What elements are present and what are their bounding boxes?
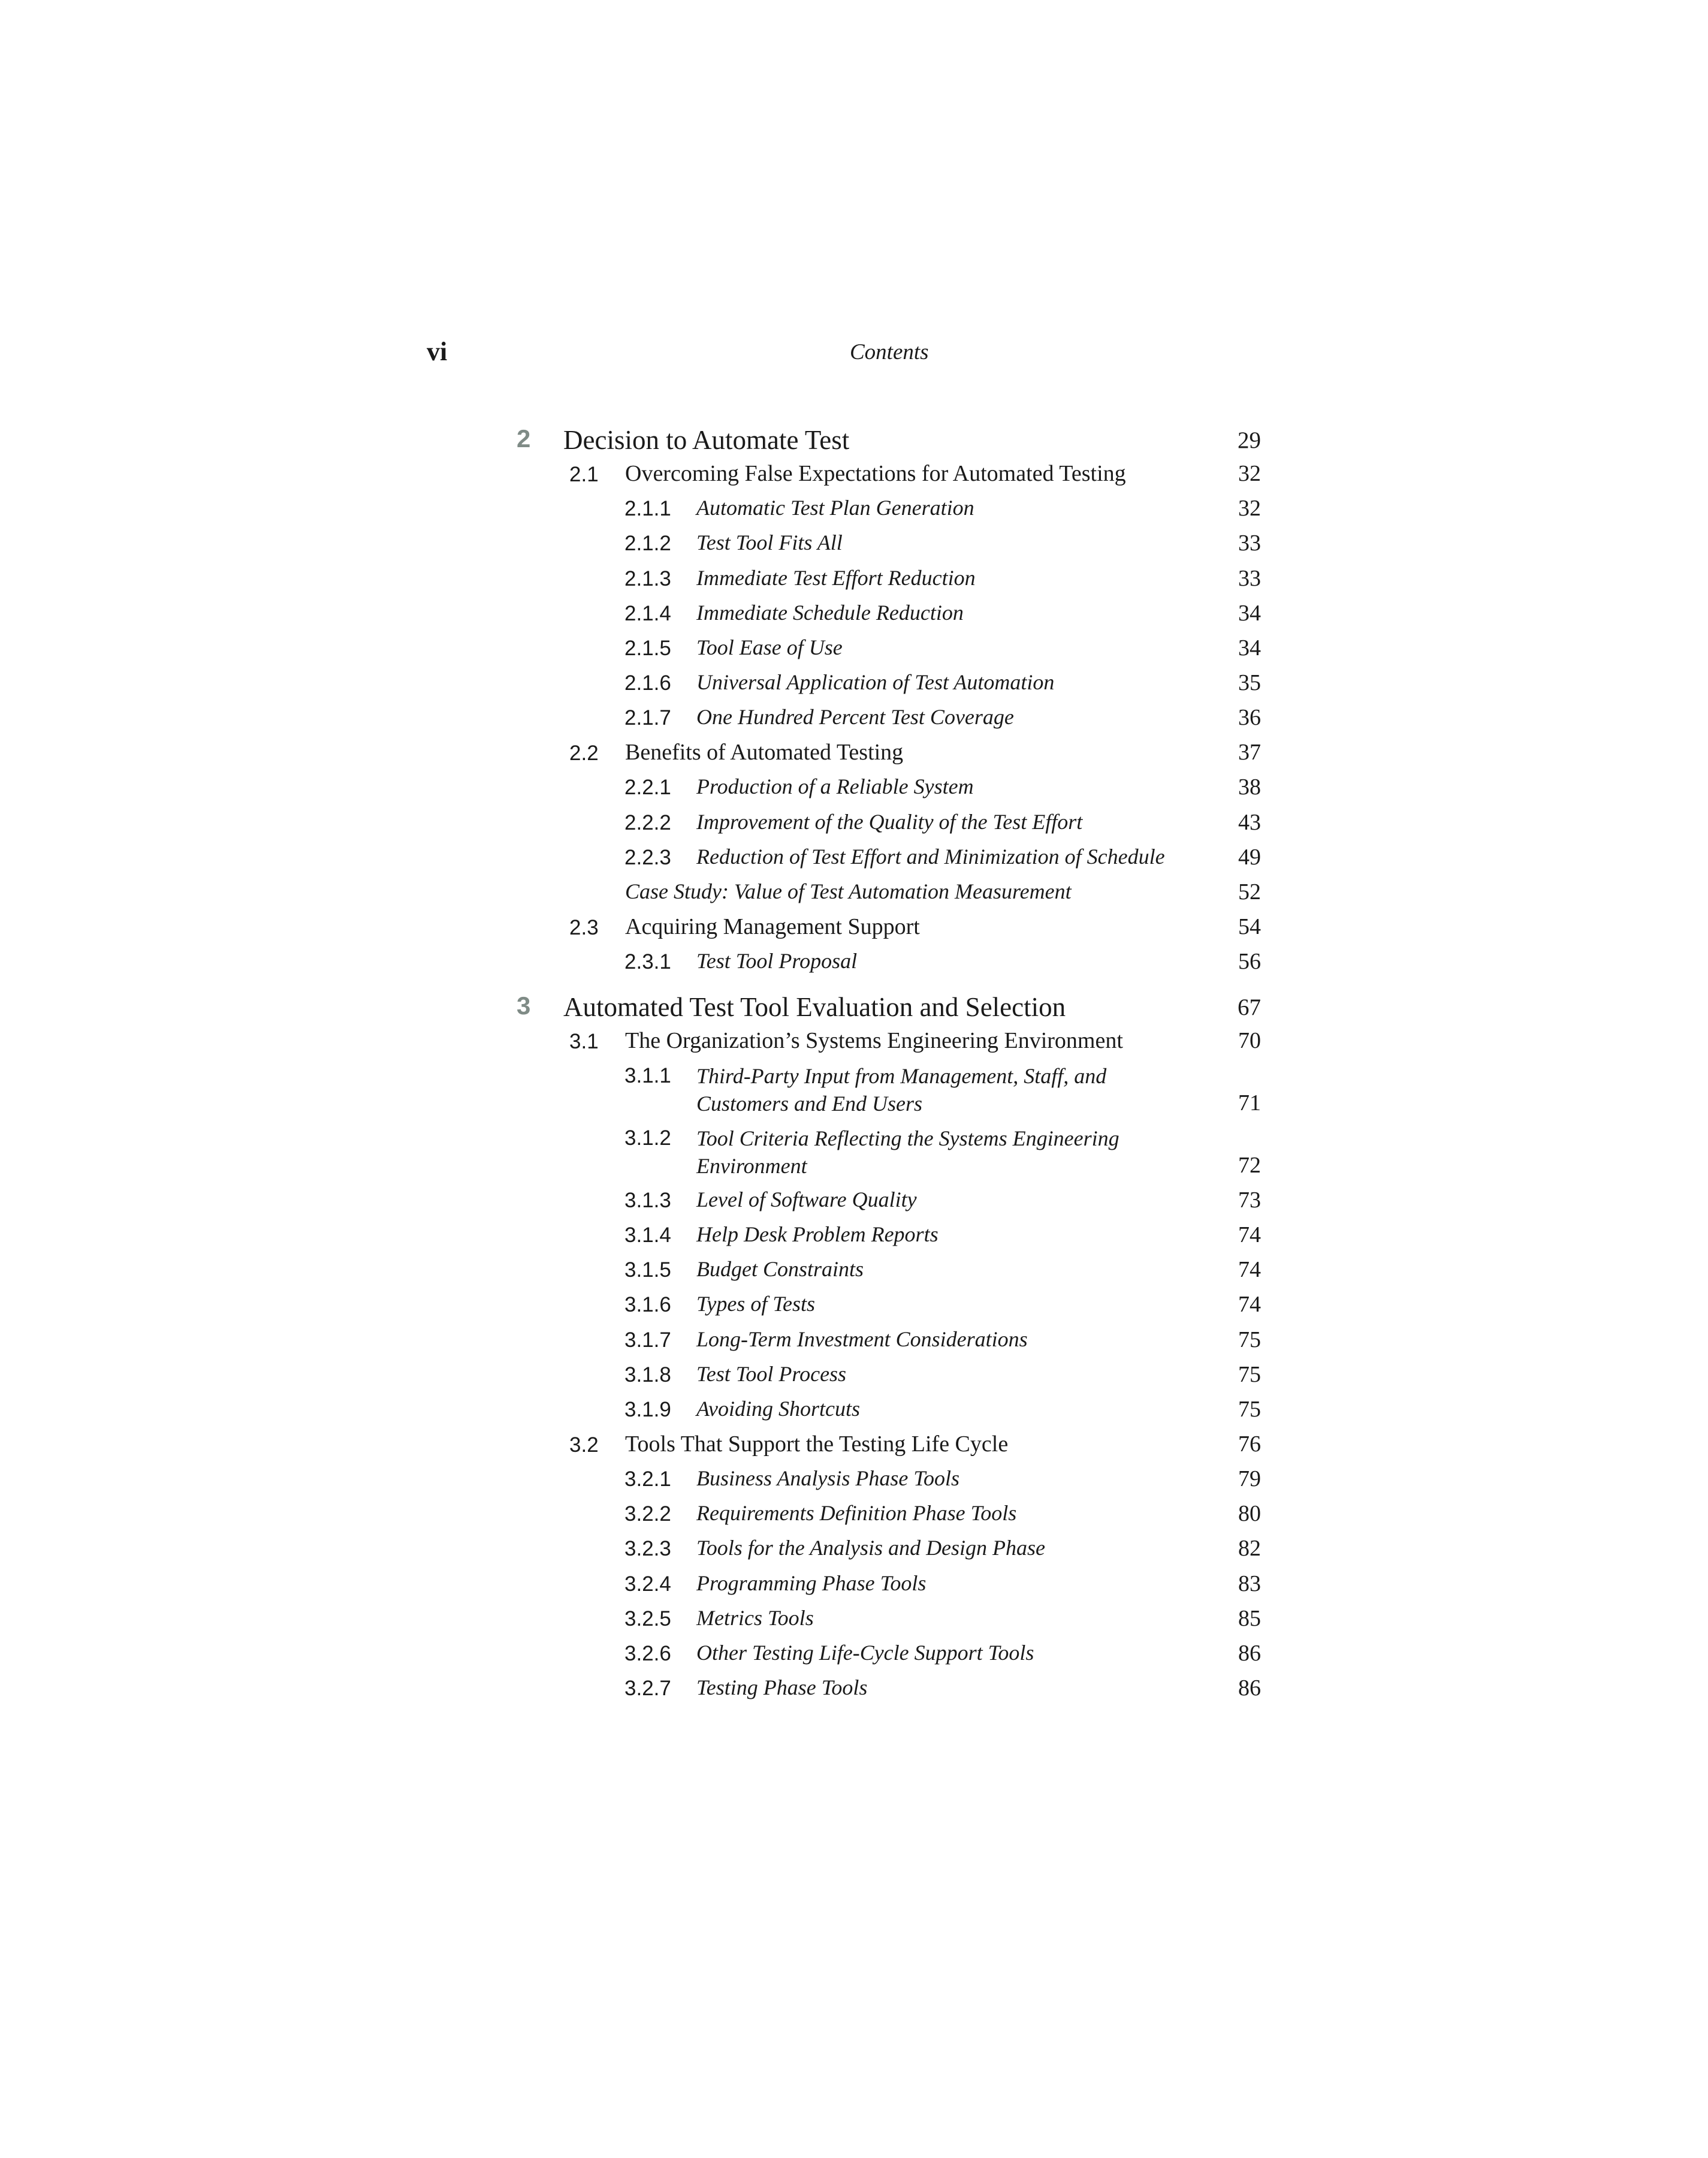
toc-entry-number: 3.2.3 (624, 1537, 671, 1560)
toc-entry-title: Test Tool Fits All (696, 531, 843, 554)
running-head: Contents (850, 340, 929, 364)
toc-entry-title: Testing Phase Tools (696, 1675, 868, 1699)
toc-entry-subsection[interactable] (0, 600, 1708, 635)
toc-entry-subsection[interactable] (0, 774, 1708, 809)
toc-entry-page-number: 72 (1238, 1153, 1261, 1178)
toc-entry-title: Metrics Tools (696, 1606, 814, 1630)
toc-entry-page-number: 74 (1238, 1222, 1261, 1247)
toc-entry-title: Automatic Test Plan Generation (696, 496, 974, 520)
toc-entry-subsection[interactable] (0, 948, 1708, 983)
toc-entry-page-number: 83 (1238, 1571, 1261, 1596)
toc-entry-subsection[interactable] (0, 1291, 1708, 1326)
toc-entry-number: 3.1.2 (624, 1126, 671, 1150)
toc-entry-page-number: 75 (1238, 1327, 1261, 1352)
toc-entry-title: Immediate Schedule Reduction (696, 601, 964, 625)
toc-entry-page-number: 38 (1238, 774, 1261, 800)
toc-entry-subsection[interactable] (0, 635, 1708, 670)
toc-entry-number: 2.2.1 (624, 776, 671, 799)
page-folio: vi (427, 337, 448, 366)
toc-entry-number: 3.1.9 (624, 1398, 671, 1421)
toc-entry-subsection[interactable] (0, 844, 1708, 879)
toc-entry-page-number: 33 (1238, 566, 1261, 591)
toc-entry-number: 3 (517, 991, 531, 1020)
toc-entry-subsection[interactable] (0, 565, 1708, 600)
toc-entry-title: Case Study: Value of Test Automation Measurement (625, 879, 1072, 903)
toc-entry-title: Long-Term Investment Considerations (696, 1327, 1028, 1351)
toc-entry-title: The Organization’s Systems Engineering Environment (625, 1028, 1123, 1053)
toc-entry-page-number: 86 (1238, 1675, 1261, 1701)
toc-entry-page-number: 32 (1238, 496, 1261, 521)
toc-entry-number: 3.1.7 (624, 1328, 671, 1352)
toc-entry-page-number: 36 (1238, 705, 1261, 730)
toc-entry-page-number: 80 (1238, 1501, 1261, 1526)
toc-entry-title: Types of Tests (696, 1292, 816, 1316)
toc-entry-title: Reduction of Test Effort and Minimization of Schedule (696, 845, 1165, 869)
toc-entry-page-number: 37 (1238, 740, 1261, 765)
toc-entry-number: 2.2 (569, 742, 599, 765)
toc-entry-title: Decision to Automate Test (563, 425, 850, 455)
toc-entry-title: Benefits of Automated Testing (625, 740, 904, 765)
toc-entry-section[interactable] (0, 1027, 1708, 1062)
toc-entry-title: Tool Criteria Reflecting the Systems Engineering Environment (696, 1126, 1119, 1178)
toc-entry-title: Tools That Support the Testing Life Cycle (625, 1431, 1009, 1457)
toc-entry-page-number: 75 (1238, 1362, 1261, 1387)
toc-entry-title: Test Tool Process (696, 1362, 847, 1386)
toc-entry-subsection[interactable] (0, 1535, 1708, 1570)
toc-entry-page-number: 73 (1238, 1187, 1261, 1213)
toc-entry-title: Immediate Test Effort Reduction (696, 566, 976, 590)
toc-entry-number: 3.2.1 (624, 1467, 671, 1491)
toc-entry-subsection[interactable] (0, 1125, 1708, 1178)
toc-entry-subsection[interactable] (0, 1222, 1708, 1256)
toc-entry-number: 3.2.6 (624, 1642, 671, 1665)
toc-entry-number: 2.1.4 (624, 602, 671, 625)
toc-entry-number: 2.1.3 (624, 567, 671, 590)
toc-entry-title: Budget Constraints (696, 1257, 864, 1281)
toc-entry-title: Programming Phase Tools (696, 1571, 927, 1595)
toc-entry-page-number: 29 (1238, 427, 1261, 453)
toc-entry-title: Universal Application of Test Automation (696, 670, 1055, 694)
toc-entry-title: Third-Party Input from Management, Staff, and Customers and End Users (696, 1064, 1107, 1116)
toc-entry-number: 3.2.2 (624, 1502, 671, 1526)
toc-entry-subsection[interactable] (0, 1187, 1708, 1222)
toc-entry-page-number: 74 (1238, 1257, 1261, 1282)
toc-entry-page-number: 86 (1238, 1641, 1261, 1666)
toc-entry-number: 3.1.8 (624, 1363, 671, 1387)
toc-entry-subsection[interactable] (0, 495, 1708, 530)
toc-entry-subsection[interactable] (0, 704, 1708, 739)
toc-entry-number: 2.1.7 (624, 706, 671, 730)
toc-entry-subsection[interactable] (0, 1571, 1708, 1605)
toc-entry-subsection[interactable] (0, 530, 1708, 565)
toc-entry-title: Other Testing Life-Cycle Support Tools (696, 1641, 1034, 1665)
toc-entry-number: 2.1.2 (624, 532, 671, 555)
toc-entry-title: Requirements Definition Phase Tools (696, 1501, 1017, 1525)
toc-entry-number: 2.3.1 (624, 950, 671, 973)
toc-entry-section[interactable] (0, 460, 1708, 495)
toc-entry-title: Acquiring Management Support (625, 914, 920, 939)
toc-entry-number: 2.1.6 (624, 671, 671, 695)
toc-entry-page-number: 67 (1238, 994, 1261, 1020)
toc-entry-page-number: 32 (1238, 461, 1261, 486)
toc-entry-page-number: 85 (1238, 1606, 1261, 1631)
toc-entry-page-number: 71 (1238, 1090, 1261, 1116)
toc-entry-title: Help Desk Problem Reports (696, 1222, 939, 1246)
toc-entry-number: 3.1 (569, 1030, 599, 1053)
toc-entry-number: 2.1 (569, 463, 599, 486)
toc-entry-number: 2.1.1 (624, 497, 671, 520)
toc-entry-title: Automated Test Tool Evaluation and Selection (563, 992, 1066, 1022)
toc-entry-number: 3.2.7 (624, 1677, 671, 1700)
toc-entry-number: 2.2.3 (624, 846, 671, 869)
toc-entry-page-number: 54 (1238, 914, 1261, 939)
toc-entry-case[interactable] (0, 879, 1708, 914)
toc-entry-number: 2 (517, 424, 531, 453)
toc-entry-number: 2.1.5 (624, 637, 671, 660)
toc-entry-section[interactable] (0, 1431, 1708, 1466)
toc-entry-chapter[interactable] (0, 991, 1708, 1026)
toc-entry-number: 3.1.4 (624, 1223, 671, 1247)
toc-entry-title: Level of Software Quality (696, 1187, 917, 1211)
toc-entry-page-number: 74 (1238, 1292, 1261, 1317)
toc-entry-page-number: 75 (1238, 1397, 1261, 1422)
toc-entry-page-number: 56 (1238, 949, 1261, 974)
toc-entry-title: Business Analysis Phase Tools (696, 1466, 960, 1490)
toc-entry-number: 3.2.4 (624, 1572, 671, 1596)
toc-entry-subsection[interactable] (0, 809, 1708, 844)
toc-entry-title: Production of a Reliable System (696, 774, 974, 798)
toc-entry-page-number: 76 (1238, 1431, 1261, 1457)
toc-entry-page-number: 34 (1238, 601, 1261, 626)
toc-entry-subsection[interactable] (0, 1256, 1708, 1291)
toc-entry-title: Tool Ease of Use (696, 635, 843, 659)
toc-entry-subsection[interactable] (0, 1396, 1708, 1431)
toc-entry-page-number: 49 (1238, 845, 1261, 870)
toc-entry-page-number: 33 (1238, 531, 1261, 556)
toc-entry-title: Avoiding Shortcuts (696, 1397, 860, 1421)
toc-entry-page-number: 79 (1238, 1466, 1261, 1491)
toc-entry-title: Test Tool Proposal (696, 949, 858, 973)
toc-entry-subsection[interactable] (0, 1062, 1708, 1116)
toc-entry-subsection[interactable] (0, 1640, 1708, 1675)
toc-entry-subsection[interactable] (0, 670, 1708, 704)
toc-entry-number: 3.1.1 (624, 1064, 671, 1087)
toc-entry-page-number: 82 (1238, 1536, 1261, 1561)
toc-entry-section[interactable] (0, 914, 1708, 948)
toc-entry-number: 3.1.5 (624, 1258, 671, 1282)
toc-entry-number: 2.2.2 (624, 811, 671, 834)
toc-entry-number: 3.2.5 (624, 1607, 671, 1630)
toc-entry-page-number: 35 (1238, 670, 1261, 695)
toc-entry-chapter[interactable] (0, 424, 1708, 459)
toc-entry-number: 3.1.6 (624, 1293, 671, 1316)
toc-entry-title: Improvement of the Quality of the Test Effort (696, 810, 1083, 834)
toc-entry-number: 3.2 (569, 1433, 599, 1457)
toc-entry-number: 2.3 (569, 916, 599, 939)
toc-entry-subsection[interactable] (0, 1361, 1708, 1396)
toc-entry-subsection[interactable] (0, 1466, 1708, 1500)
toc-entry-page-number: 52 (1238, 879, 1261, 905)
toc-entry-subsection[interactable] (0, 1605, 1708, 1640)
toc-entry-subsection[interactable] (0, 1675, 1708, 1710)
toc-entry-page-number: 34 (1238, 635, 1261, 661)
toc-entry-page-number: 70 (1238, 1028, 1261, 1053)
toc-entry-page-number: 43 (1238, 810, 1261, 835)
toc-entry-title: Overcoming False Expectations for Automated Testing (625, 461, 1126, 486)
toc-entry-title: One Hundred Percent Test Coverage (696, 705, 1014, 729)
toc-entry-subsection[interactable] (0, 1327, 1708, 1361)
toc-entry-number: 3.1.3 (624, 1189, 671, 1212)
toc-entry-subsection[interactable] (0, 1500, 1708, 1535)
toc-entry-section[interactable] (0, 739, 1708, 774)
toc-entry-title: Tools for the Analysis and Design Phase (696, 1536, 1046, 1560)
